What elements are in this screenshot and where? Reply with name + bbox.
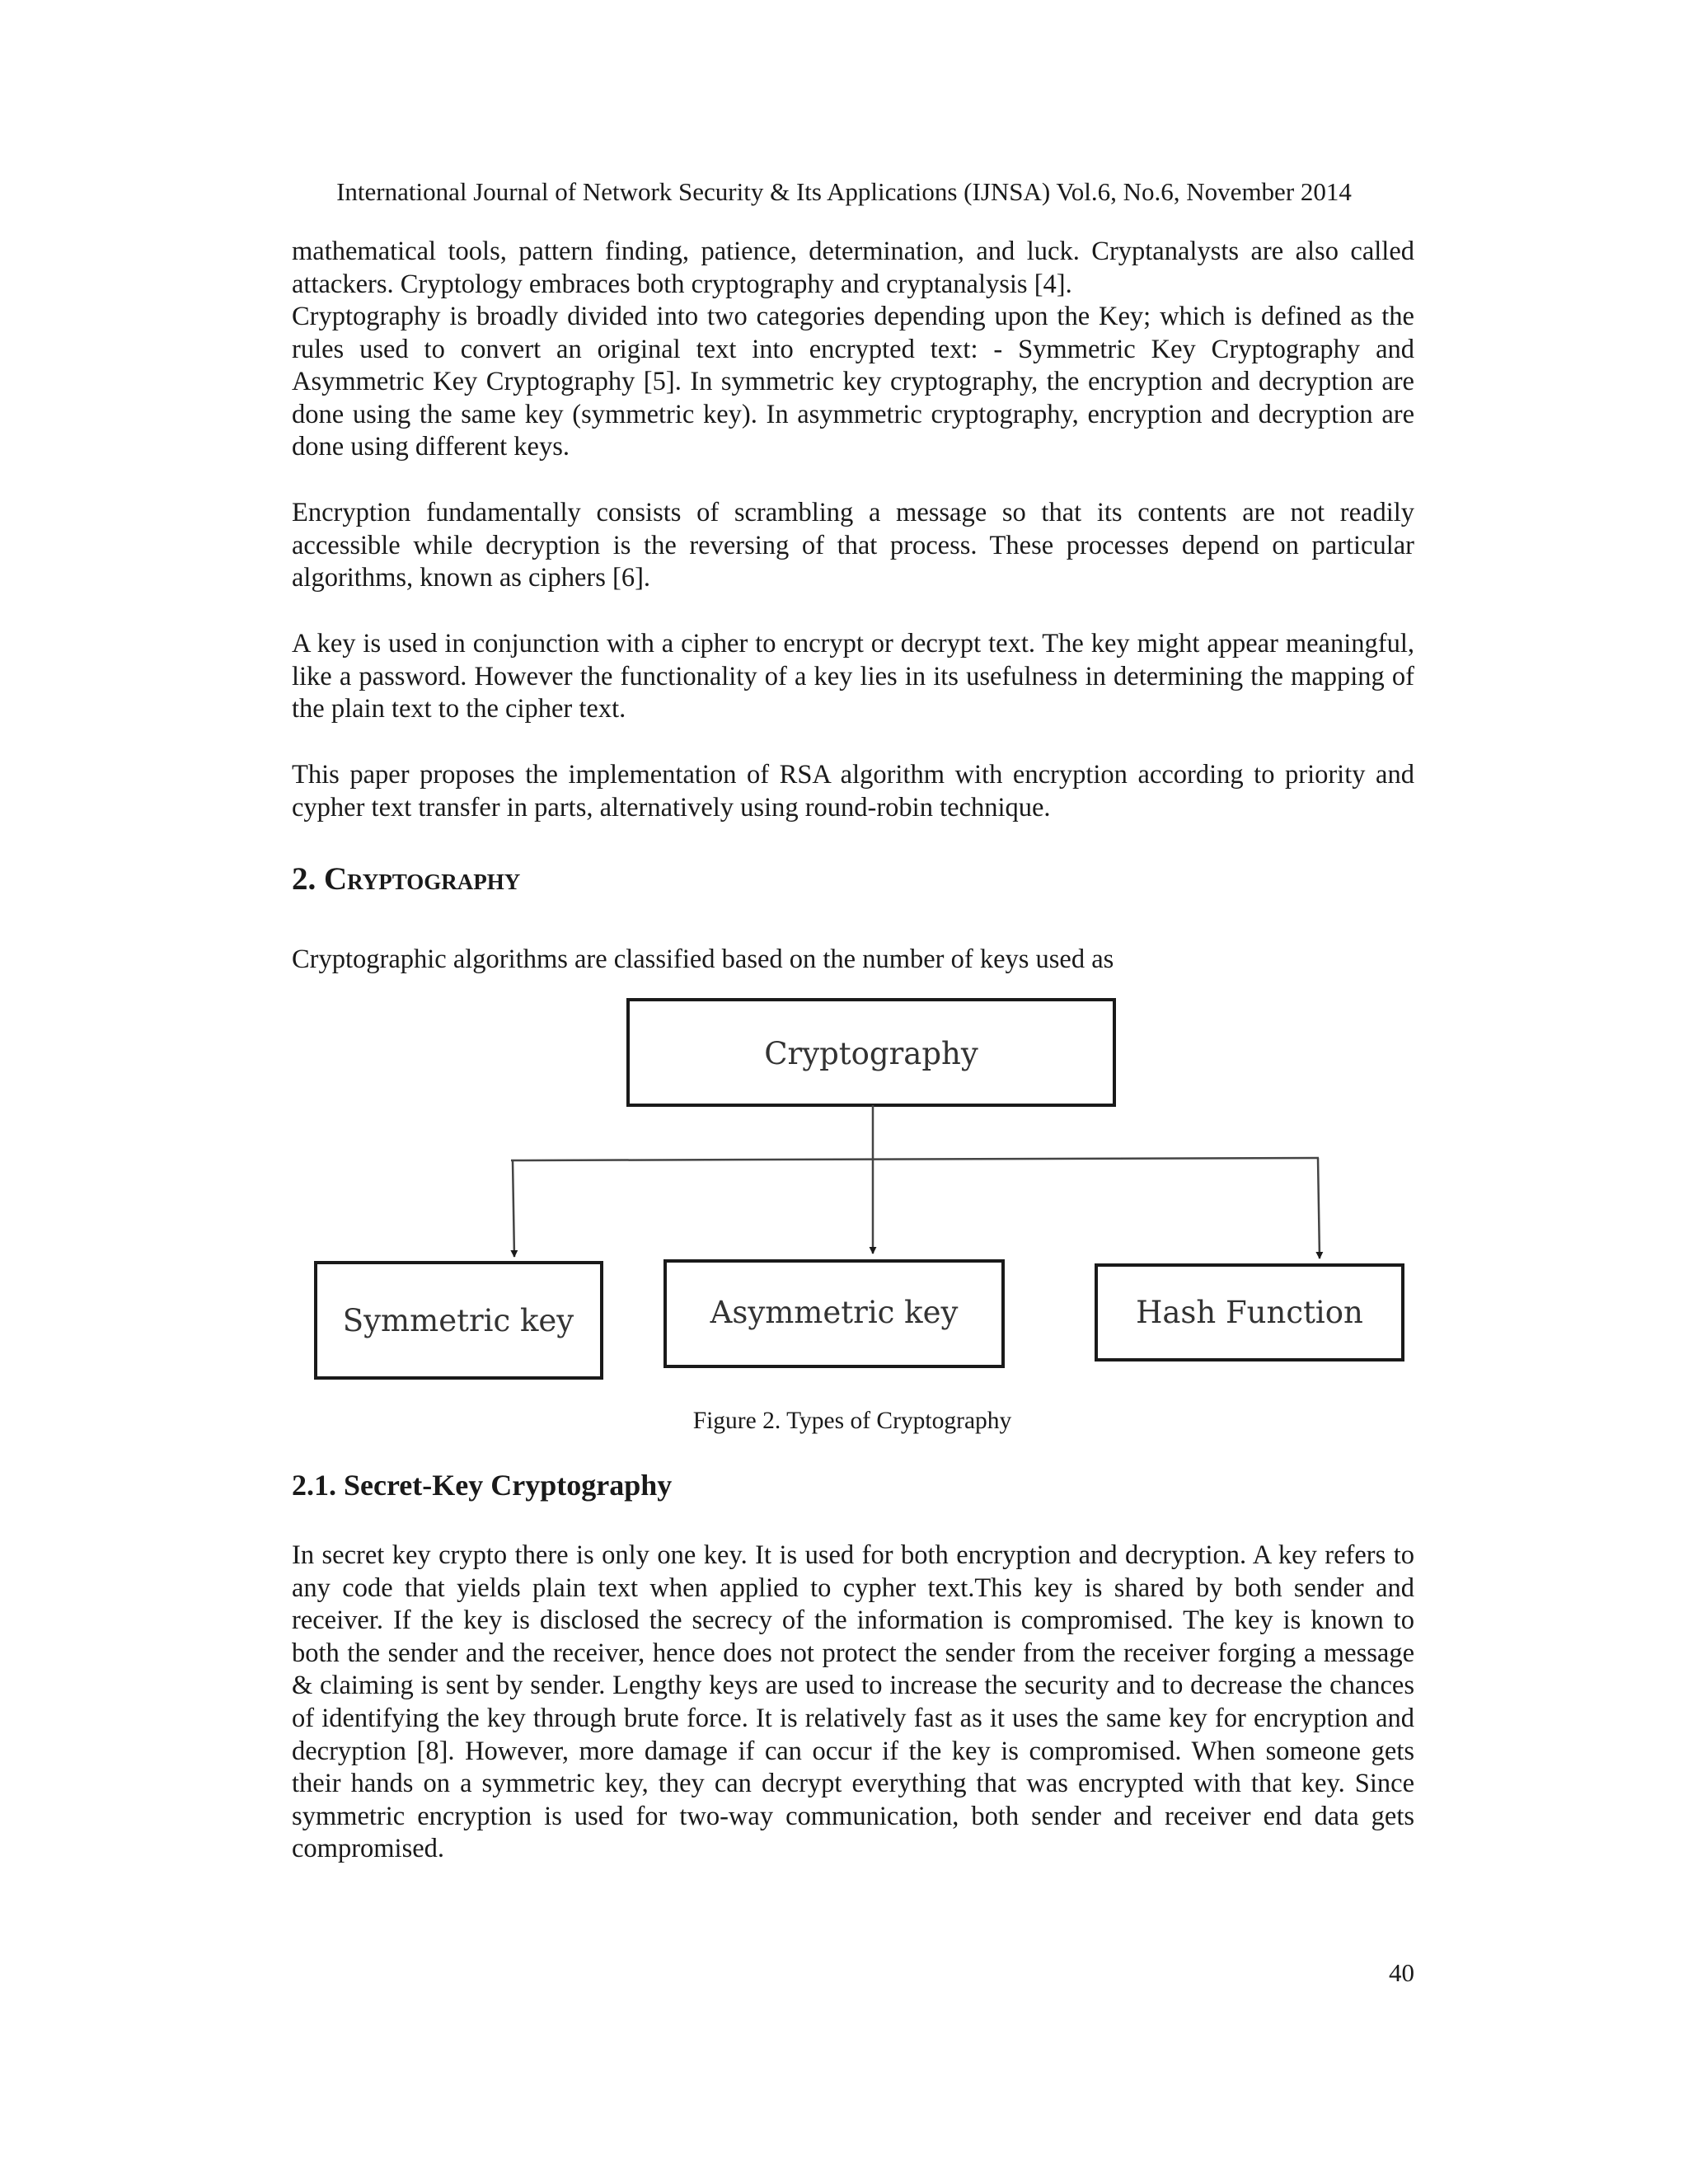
- asymmetric-label: Asymmetric key: [710, 1295, 959, 1330]
- root-label: Cryptography: [764, 1036, 978, 1071]
- section-intro: Cryptographic algorithms are classified based on the number of keys used as: [292, 944, 1114, 974]
- running-header: International Journal of Network Security & Its Applications (IJNSA) Vol.6, No.6, November 2014: [336, 177, 1352, 206]
- connectors: [511, 1105, 1320, 1258]
- paragraph-categories: Cryptography is broadly divided into two categories depending upon the Key; which is defined as the rules used to convert an original text into encrypted text: - Symmetric Key Cryptography and Asymmetric Key Cryptography [5]. In symmetric key cryptography, the encryption and decryption are done using the same key (symmetric key). In asymmetric cryptography, encryption and decryption are done using different keys.: [292, 302, 1414, 462]
- paragraph-secret-key: In secret key crypto there is only one key. It is used for both encryption and decryption. A key refers to any code that yields plain text when applied to cypher text.This key is shared by both sender and receiver. If the key is disclosed the secrecy of the information is compromised. The key is known to both the sender and the receiver, hence does not protect the sender from the receiver forging a message & claiming is sent by sender. Lengthy keys are used to increase the security and to decrease the chances of identifying the key through brute force. It is relatively fast as it uses the same key for encryption and decryption [8]. However, more damage if can occur if the key is compromised. When someone gets their hands on a symmetric key, they can decrypt everything that was encrypted with that key. Since symmetric encryption is used for two-way communication, both sender and receiver end data gets compromised.: [292, 1540, 1414, 1864]
- arrow-to-symmetric: [513, 1160, 514, 1257]
- branch-line: [511, 1158, 1319, 1160]
- paragraph-cryptanalysis: mathematical tools, pattern finding, patience, determination, and luck. Cryptanalysts are also called attackers. Cryptology embraces both cryptography and cryptanalysis [4].: [292, 237, 1414, 299]
- figure-caption: Figure 2. Types of Cryptography: [692, 1408, 1012, 1434]
- child-node-symmetric: [316, 1263, 602, 1378]
- hash-label: Hash Function: [1136, 1295, 1363, 1330]
- section-heading: [292, 860, 520, 899]
- paragraph-key: A key is used in conjunction with a cipher to encrypt or decrypt text. The key might appear meaningful, like a password. However the functionality of a key lies in its usefulness in determining the mapping of the plain text to the cipher text.: [292, 629, 1414, 724]
- symmetric-label: Symmetric key: [342, 1303, 574, 1338]
- root-node: [628, 1000, 1114, 1105]
- subsection-heading: 2.1. Secret-Key Cryptography: [292, 1469, 673, 1502]
- figure-types-of-cryptography: [305, 993, 1418, 1389]
- child-node-asymmetric: [665, 1261, 1003, 1366]
- child-node-hash: [1096, 1265, 1403, 1360]
- paragraph-encryption: Encryption fundamentally consists of scrambling a message so that its contents are not readily accessible while decryption is the reversing of that process. These processes depend on particular algorithms, known as ciphers [6].: [292, 498, 1414, 593]
- section-number: 2.: [292, 861, 316, 897]
- section-title: Cryptography: [324, 861, 521, 897]
- paragraph-proposal: This paper proposes the implementation of RSA algorithm with encryption according to priority and cypher text transfer in parts, alternatively using round-robin technique.: [292, 760, 1414, 823]
- page-number: 40: [1389, 1958, 1414, 1987]
- arrow-to-hash: [1318, 1158, 1320, 1258]
